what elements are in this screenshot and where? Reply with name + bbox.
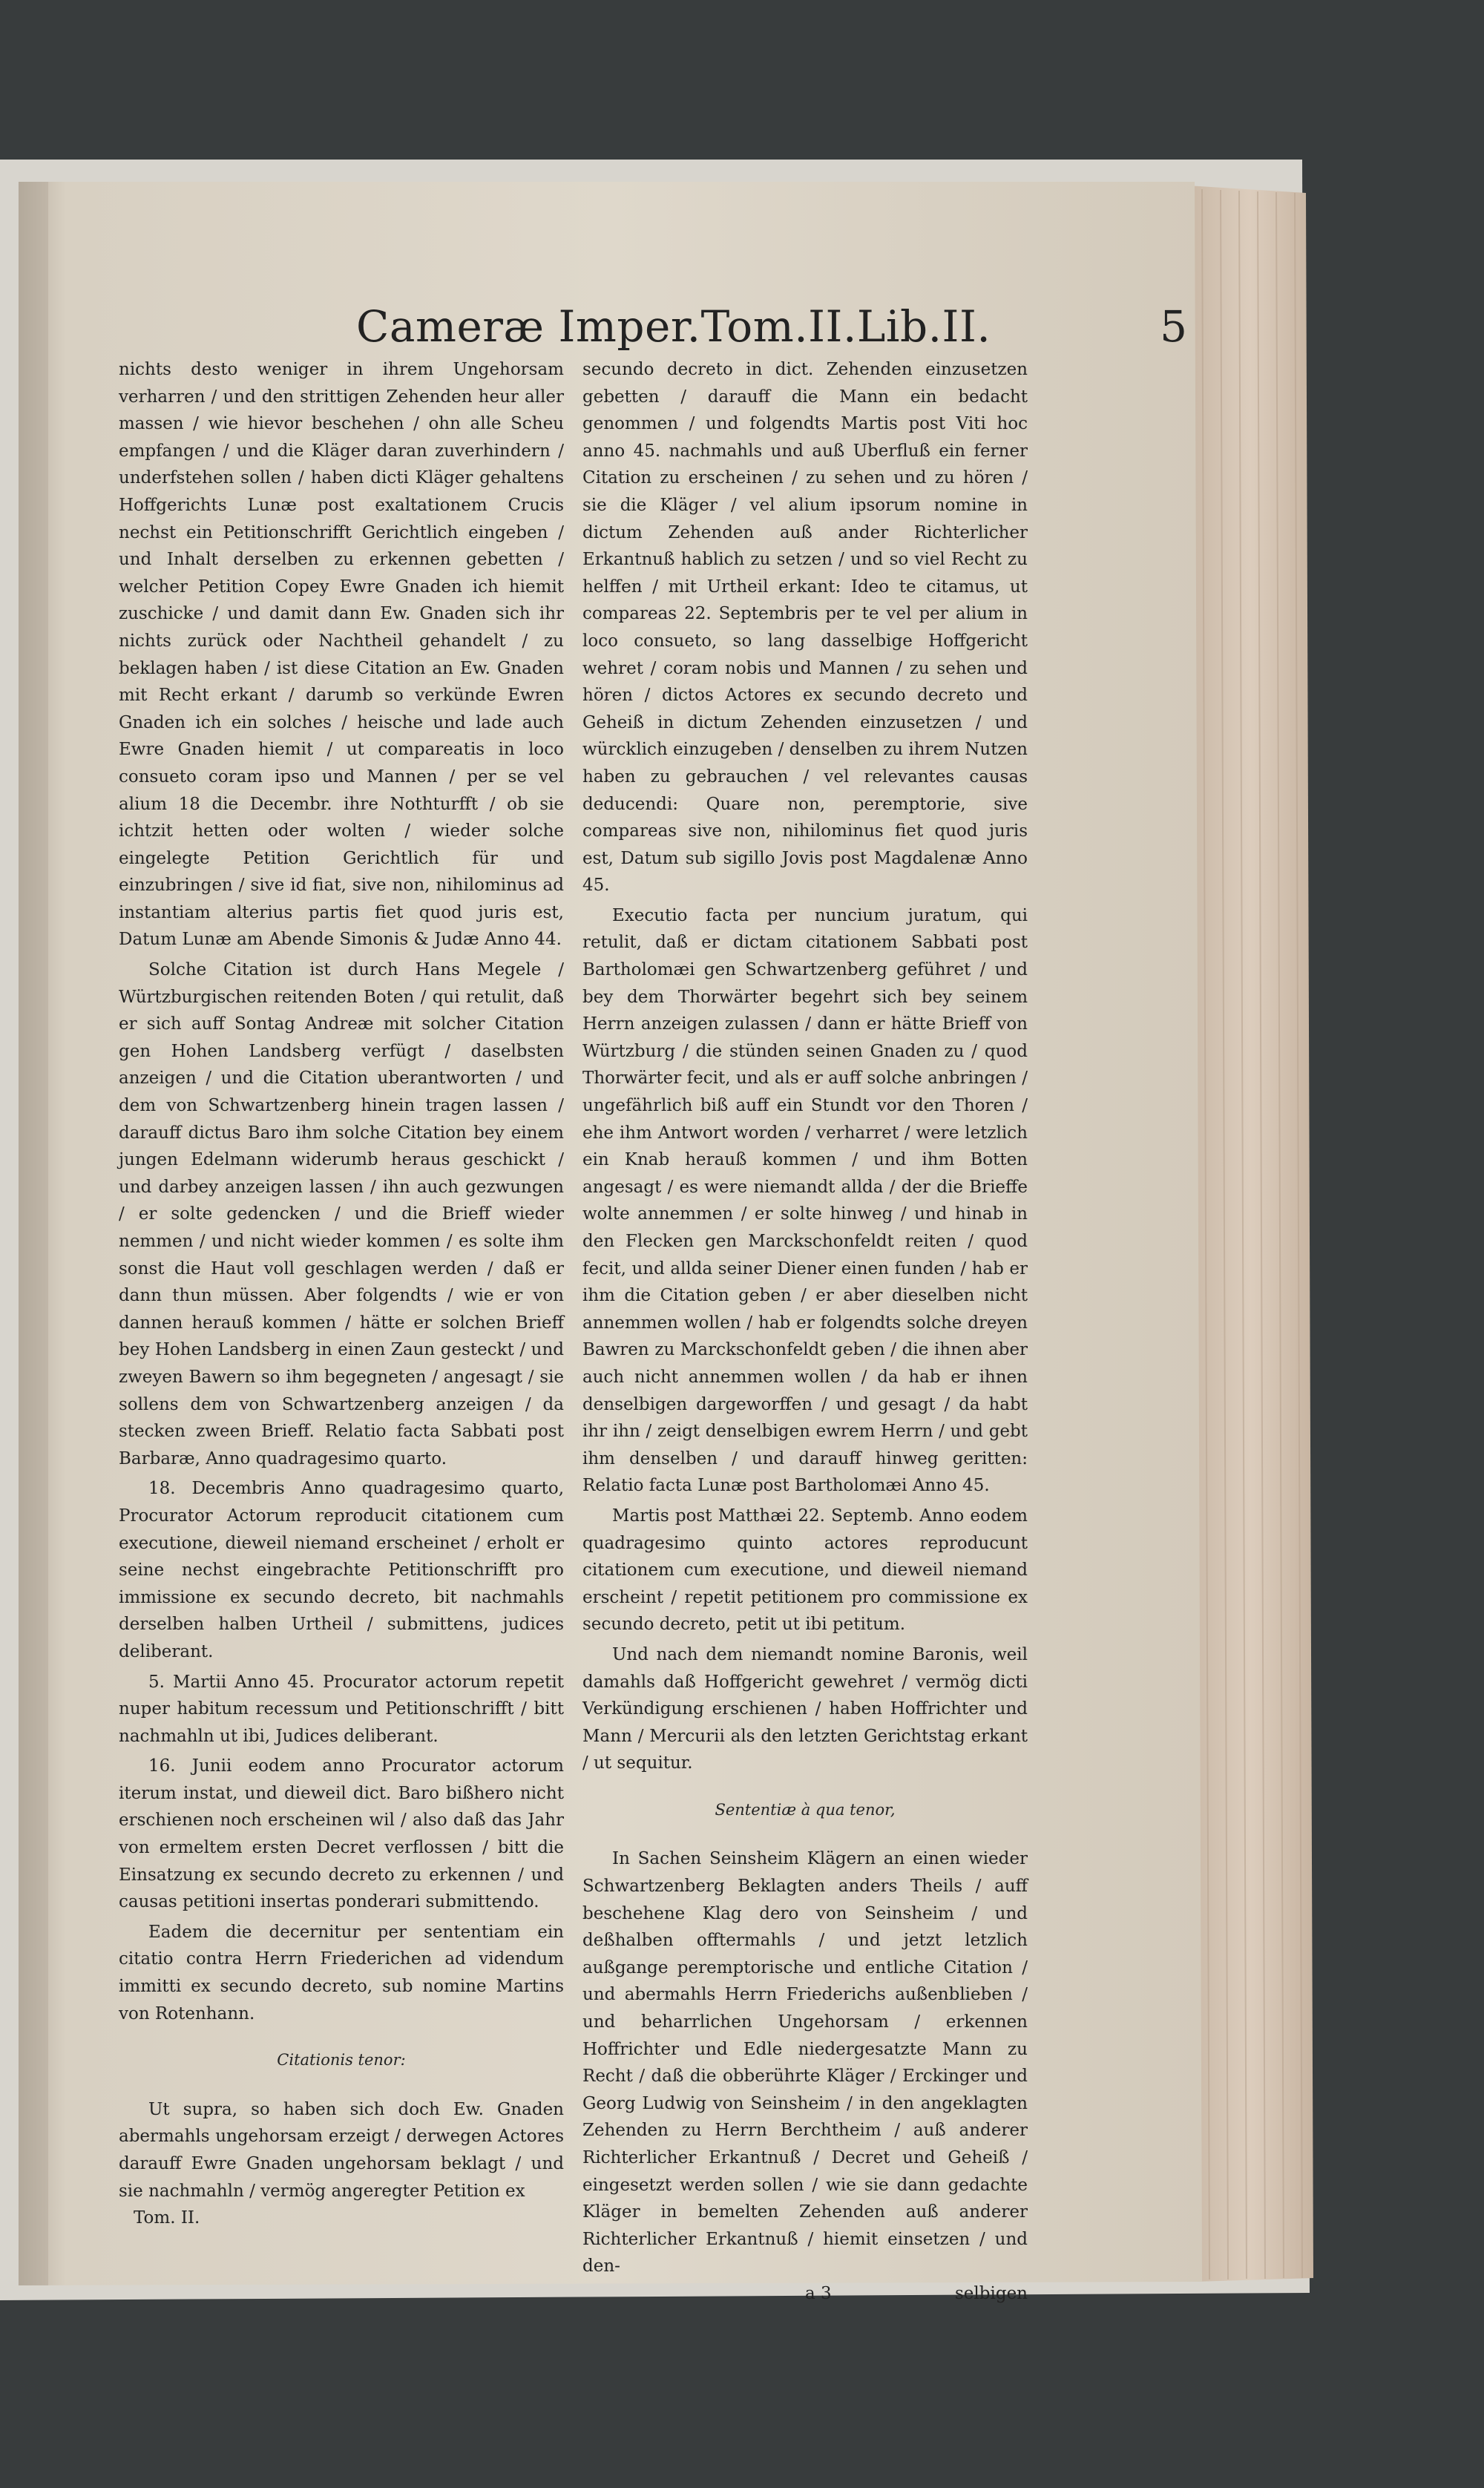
right-paragraph: Und nach dem niemandt nomine Baronis, weil damahls daß Hoffgericht gewehret / vermög dicti Verkündigung erschienen / haben Hoffrichter und Mann / Mercurii als den letzten Gerichtstag erkant / ut sequitur.	[582, 1644, 1028, 1773]
catchword: selbigen	[955, 2283, 1028, 2303]
left-footer	[119, 2205, 564, 2231]
left-paragraph: 16. Junii eodem anno Procurator actorum iterum instat, und dieweil dict. Baro bißhero nicht erschienen noch erscheinen wil / also daß das Jahr von ermeltem ersten Decret verflossen / bitt die Einsatzung ex secundo decreto zu erkennen / und causas petitioni insertas ponderari submittendo.	[119, 1756, 564, 1912]
left-paragraph: Eadem die decernitur per sententiam ein citatio contra Herrn Friederichen ad videndum immitti ex secundo decreto, sub nomine Martins von Rotenhann.	[119, 1922, 564, 2023]
left-tail-paragraph: Ut supra, so haben sich doch Ew. Gnaden abermahls ungehorsam erzeigt / derwegen Actores darauff Ewre Gnaden ungehorsam beklagt / und sie nachmahln / vermög angeregter Petition ex	[119, 2099, 564, 2201]
running-title: Cameræ Imper.Tom.II.Lib.II.	[356, 301, 991, 352]
right-footer	[582, 2280, 1028, 2307]
left-paragraph: nichts desto weniger in ihrem Ungehorsam verharren / und den strittigen Zehenden heur aller massen / wie hievor beschehen / ohn alle Scheu empfangen / und die Kläger daran zuverhindern / underfstehen sollen / haben dicti Kläger gehaltens Hoffgerichts Lunæ post exaltationem Crucis nechst ein Petitionschrifft Gerichtlich eingeben / und Inhalt derselben zu erkennen gebetten / welcher Petition Copey Ewre Gnaden ich hiemit zuschicke / und damit dann Ew. Gnaden sich ihr nichts zurück oder Nachtheil gehandelt / zu beklagen haben / ist diese Citation an Ew. Gnaden mit Recht erkant / darumb so verkünde Ewren Gnaden ich ein solches / heische und lade auch Ewre Gnaden hiemit / ut compareatis in loco consueto coram ipso und Mannen / per se vel alium 18 die Decembr. ihre Nothturfft / ob sie ichtzit hetten oder wolten / wieder solche eingelegte Petition Gerichtlich für und einzubringen / sive id fiat, sive non, nihilominus ad instantiam alterius partis fiet quod juris est, Datum Lunæ am Abende Simonis & Judæ Anno 44.	[119, 360, 564, 950]
right-text-column	[582, 356, 1028, 2303]
right-subheading: Sententiæ à qua tenor,	[715, 1800, 896, 1819]
book-page-content	[119, 282, 1195, 2303]
signature-mark: a 3	[805, 2283, 832, 2303]
left-paragraph: 5. Martii Anno 45. Procurator actorum repetit nuper habitum recessum und Petitionschrifft / bitt nachmahln ut ibi, Judices deliberant.	[119, 1672, 564, 1746]
right-paragraph: secundo decreto in dict. Zehenden einzusetzen gebetten / darauff die Mann ein bedacht genommen / und folgendts Martis post Viti hoc anno 45. nachmahls und auß Uberfluß ein ferner Citation zu erscheinen / zu sehen und zu hören / sie die Kläger / vel alium ipsorum nomine in dictum Zehenden auß ander Richterlicher Erkantnuß hablich zu setzen / und so viel Recht zu helffen / mit Urtheil erkant: Ideo te citamus, ut compareas 22. Septembris per te vel per alium in loco consueto, so lang dasselbige Hoffgericht wehret / coram nobis und Mannen / zu sehen und hören / dictos Actores ex secundo decreto und Geheiß in dictum Zehenden einzusetzen / und würcklich einzugeben / denselben zu ihrem Nutzen haben zu gebrauchen / vel relevantes causas deducendi: Quare non, peremptorie, sive compareas sive non, nihilominus fiet quod juris est, Datum sub sigillo Jovis post Magdalenæ Anno 45.	[582, 360, 1028, 896]
left-paragraph: Solche Citation ist durch Hans Megele / Würtzburgischen reitenden Boten / qui retulit, daß er sich auff Sontag Andreæ mit solcher Citation gen Hohen Landsberg verfügt / daselbsten anzeigen / und die Citation uberantworten / und dem von Schwartzenberg hinein tragen lassen / darauff dictus Baro ihm solche Citation bey einem jungen Edelmann widerumb heraus geschickt / und darbey anzeigen lassen / ihn auch gezwungen / er solte gedencken / und die Brieff wieder nemmen / und nicht wieder kommen / es solte ihm sonst die Haut voll geschlagen werden / daß er dann thun müssen. Aber folgendts / wie er von dannen herauß kommen / hätte er solchen Brieff bey Hohen Landsberg in einen Zaun gesteckt / und zweyen Bawern so ihm begegneten / angesagt / sie sollens dem von Schwartzenberg anzeigen / da stecken zween Brieff. Relatio facta Sabbati post Barbaræ, Anno quadragesimo quarto.	[119, 960, 564, 1468]
left-text-column	[119, 356, 564, 2228]
page-number: 5	[1160, 301, 1187, 352]
volume-footer: Tom. II.	[134, 2208, 200, 2228]
left-subheading: Citationis tenor:	[277, 2051, 406, 2069]
gutter-shadow	[19, 182, 48, 2285]
running-head	[356, 297, 1195, 356]
left-paragraph: 18. Decembris Anno quadragesimo quarto, Procurator Actorum reproducit citationem cum executione, dieweil niemand erscheinet / erholt er seine nechst eingebrachte Petitionschrifft pro immissione ex secundo decreto, bit nachmahls derselben halben Urtheil / submittens, judices deliberant.	[119, 1479, 564, 1661]
right-tail-paragraph: In Sachen Seinsheim Klägern an einen wieder Schwartzenberg Beklagten anders Theils / auff beschehene Klag dero von Seinsheim / und deßhalben offtermahls / und jetzt letzlich außgange peremptorische und entliche Citation / und abermahls Herrn Friederichs außenblieben / und beharrlichen Ungehorsam / erkennen Hoffrichter und Edle niedergesatzte Mann zu Recht / daß die obberührte Kläger / Erckinger und Georg Ludwig von Seinsheim / in den angeklagten Zehenden zu Herrn Berchtheim / auß anderer Richterlicher Erkantnuß / Decret und Geheiß / eingesetzt werden sollen / wie sie dann gedachte Kläger in bemelten Zehenden auß anderer Richterlicher Erkantnuß / hiemit einsetzen / und den-	[582, 1849, 1028, 2277]
right-paragraph: Martis post Matthæi 22. Septemb. Anno eodem quadragesimo quinto actores reproducunt citationem cum executione, und dieweil niemand erscheint / repetit petitionem pro commissione ex secundo decreto, petit ut ibi petitum.	[582, 1506, 1028, 1635]
right-paragraph: Executio facta per nuncium juratum, qui retulit, daß er dictam citationem Sabbati post Bartholomæi gen Schwartzenberg geführet / und bey dem Thorwärter begehrt sich bey seinem Herrn anzeigen zulassen / dann er hätte Brieff von Würtzburg / die stünden seinen Gnaden zu / quod Thorwärter fecit, und als er auff solche anbringen / ungefährlich biß auff ein Stundt vor den Thoren / ehe ihm Antwort worden / verharret / were letzlich ein Knab herauß kommen / und ihm Botten angesagt / es were niemandt allda / der die Brieffe wolte annemmen / er solte hinweg / und hinab in den Flecken gen Marckschonfeldt reiten / quod fecit, und allda seiner Diener einen funden / hab er ihm die Citation geben / er aber dieselben nicht annemmen wollen / hab er folgendts solche dreyen Bawren zu Marckschonfeldt geben / die ihnen aber auch nicht annemmen wollen / da hab er ihnen denselbigen dargeworffen / und gesagt / da habt ihr ihn / zeigt denselbigen ewrem Herrn / und gebt ihm denselben / und darauff hinweg geritten: Relatio facta Lunæ post Bartholomæi Anno 45.	[582, 905, 1028, 1496]
